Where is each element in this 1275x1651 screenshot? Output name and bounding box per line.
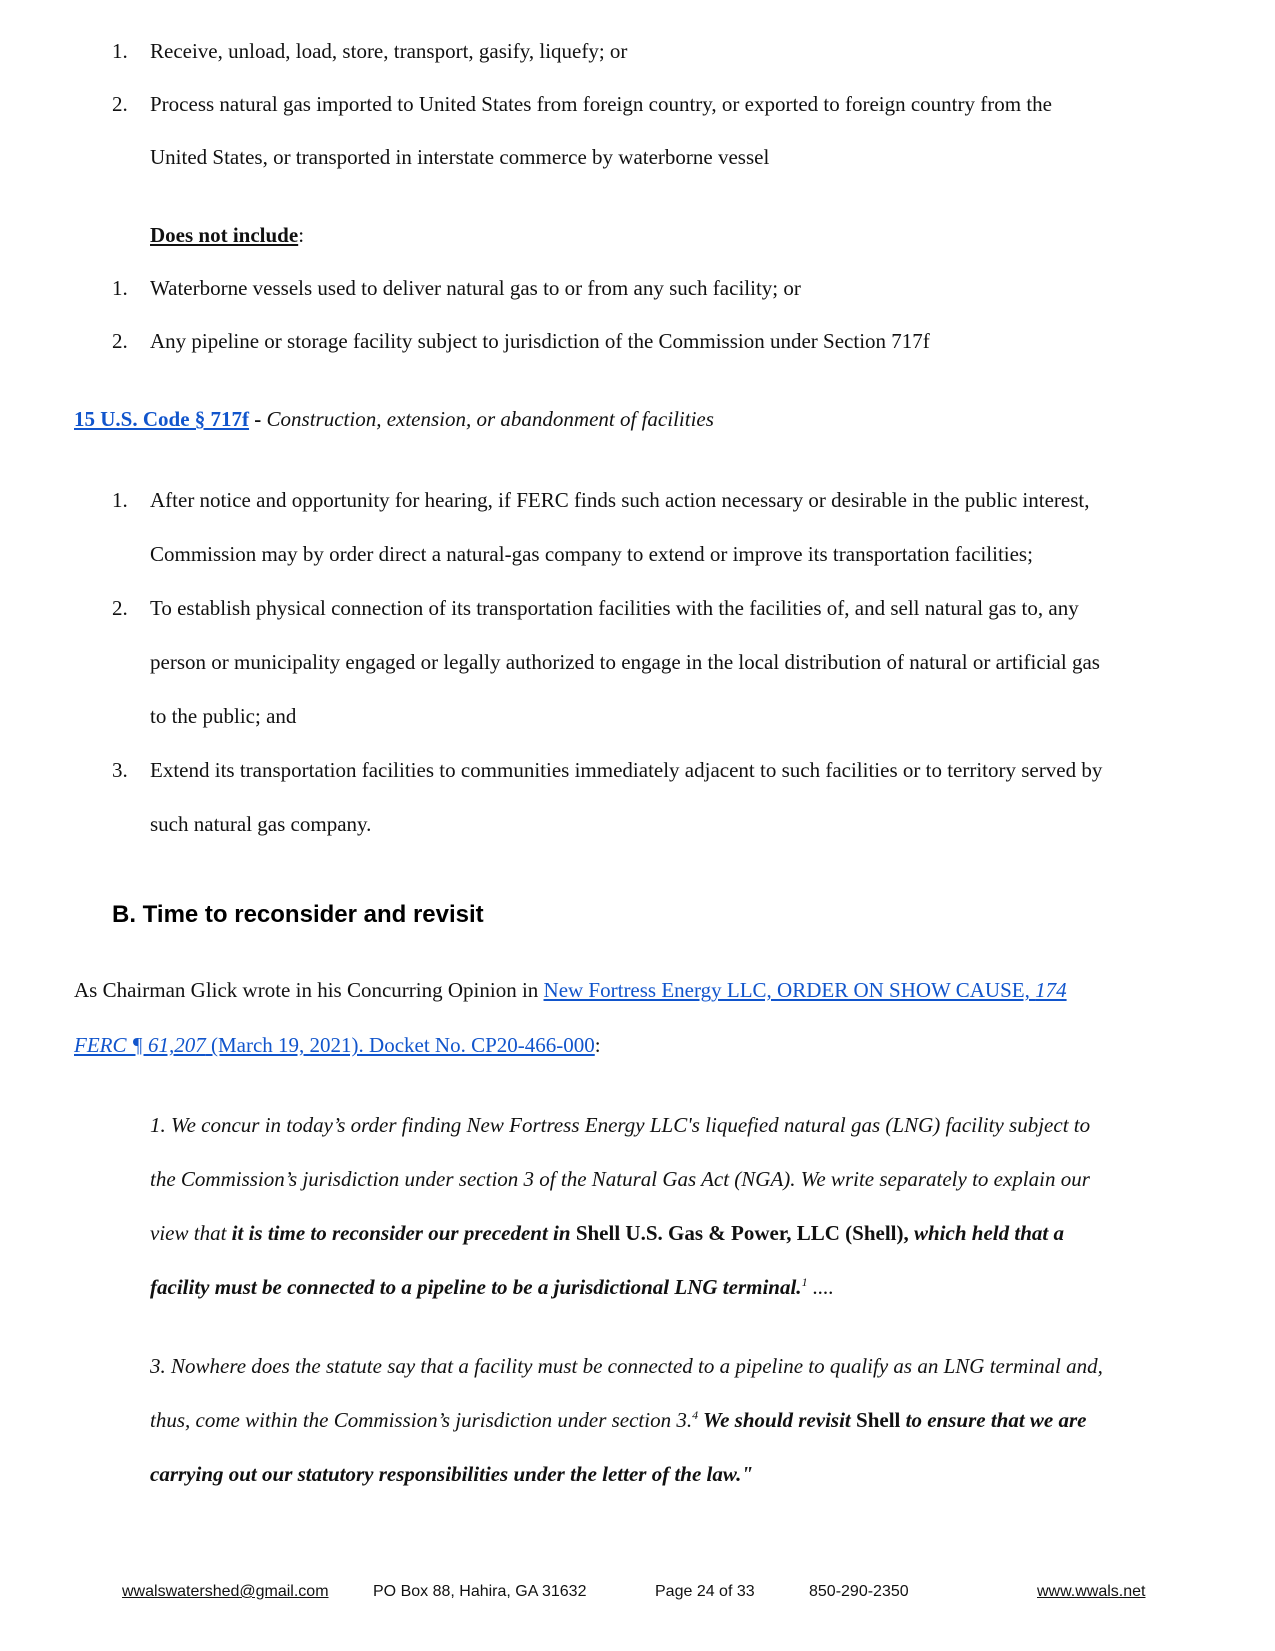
list-item-text: such natural gas company. <box>150 812 372 836</box>
list-item-text: To establish physical connection of its transportation facilities with the facilities of, and sell natural gas to, any <box>150 596 1079 620</box>
intro-line-1 <box>74 977 1067 1003</box>
footer-email-link[interactable]: wwalswatershed@gmail.com <box>122 1583 329 1600</box>
quote-line <box>150 1274 834 1300</box>
case-name: Shell U.S. Gas & Power, LLC (Shell), <box>575 1221 909 1245</box>
footer-page-number: Page 24 of 33 <box>655 1583 755 1600</box>
quote-emphasis: to ensure that we are <box>900 1408 1087 1432</box>
quote-emphasis: carrying out our statutory responsibilities under the letter of the law." <box>150 1462 754 1486</box>
exclusion-colon: : <box>298 223 305 247</box>
quote-line: 3. Nowhere does the statute say that a facility must be connected to a pipeline to qualify as an LNG terminal and, <box>150 1354 1103 1378</box>
code-reference <box>74 406 714 432</box>
footer-website-link[interactable]: www.wwals.net <box>1037 1583 1146 1600</box>
list-item-text: Commission may by order direct a natural-gas company to extend or improve its transportation facilities; <box>150 542 1033 566</box>
intro-line-2 <box>74 1032 601 1058</box>
list-item-text: person or municipality engaged or legally authorized to engage in the local distribution of natural or artificial gas <box>150 650 1100 674</box>
list-item-text: Waterborne vessels used to deliver natural gas to or from any such facility; or <box>150 276 801 300</box>
list-number: 1. <box>112 488 128 512</box>
code-link[interactable]: 15 U.S. Code § 717f <box>74 407 250 431</box>
quote-emphasis: it is time to reconsider our precedent in <box>231 1221 576 1245</box>
quote-emphasis: facility must be connected to a pipeline to be a jurisdictional LNG terminal. <box>150 1275 802 1299</box>
quote-line <box>150 1461 753 1487</box>
quote-line <box>150 1407 1087 1433</box>
list-number: 1. <box>112 276 128 300</box>
order-link-date: (March 19, 2021). Docket No. CP20-466-000 <box>205 1033 595 1057</box>
quote-emphasis: which held that a <box>908 1221 1064 1245</box>
intro-text: As Chairman Glick wrote in his Concurring Opinion in <box>74 978 544 1002</box>
list-item-text: to the public; and <box>150 704 297 728</box>
list-number: 2. <box>112 92 128 116</box>
list-item-text: Process natural gas imported to United States from foreign country, or exported to foreign country from the <box>150 92 1052 116</box>
quote-emphasis: We should revisit <box>698 1408 857 1432</box>
list-number: 3. <box>112 758 128 782</box>
quote-text: .... <box>807 1275 834 1299</box>
list-item-text: Receive, unload, load, store, transport, gasify, liquefy; or <box>150 39 628 63</box>
exclusion-heading <box>150 222 304 248</box>
quote-line <box>150 1220 1064 1246</box>
exclusion-heading-label: Does not include <box>150 223 299 247</box>
list-item-text: Extend its transportation facilities to communities immediately adjacent to such facilities or to territory served by <box>150 758 1103 782</box>
order-link[interactable] <box>544 978 1067 1002</box>
order-link-volume: 174 <box>1035 978 1067 1002</box>
order-link-continued[interactable] <box>74 1033 595 1057</box>
footer-phone: 850-290-2350 <box>809 1583 909 1600</box>
footnote-ref: 4 <box>692 1408 699 1422</box>
case-name: Shell <box>856 1408 901 1432</box>
list-number: 2. <box>112 329 128 353</box>
quote-text: thus, come within the Commission’s jurisdiction under section 3. <box>150 1408 693 1432</box>
list-item-text: United States, or transported in interstate commerce by waterborne vessel <box>150 145 770 169</box>
order-link-text: New Fortress Energy LLC, ORDER ON SHOW CAUSE, <box>543 978 1036 1002</box>
footer-address: PO Box 88, Hahira, GA 31632 <box>373 1583 587 1600</box>
code-title: Construction, extension, or abandonment of facilities <box>266 407 714 431</box>
code-dash: - <box>249 407 267 431</box>
quote-text: view that <box>150 1221 232 1245</box>
list-item-text: Any pipeline or storage facility subject to jurisdiction of the Commission under Section 717f <box>150 329 930 353</box>
order-link-citation: FERC ¶ 61,207 <box>74 1033 206 1057</box>
section-heading: B. Time to reconsider and revisit <box>112 901 484 928</box>
list-number: 1. <box>112 39 128 63</box>
footnote-ref: 1 <box>801 1275 808 1289</box>
list-number: 2. <box>112 596 128 620</box>
quote-line: 1. We concur in today’s order finding New Fortress Energy LLC's liquefied natural gas (LNG) facility subject to <box>150 1113 1091 1137</box>
intro-colon: : <box>594 1033 601 1057</box>
quote-line: the Commission’s jurisdiction under section 3 of the Natural Gas Act (NGA). We write separately to explain our <box>150 1167 1090 1191</box>
list-item-text: After notice and opportunity for hearing, if FERC finds such action necessary or desirable in the public interest, <box>150 488 1090 512</box>
